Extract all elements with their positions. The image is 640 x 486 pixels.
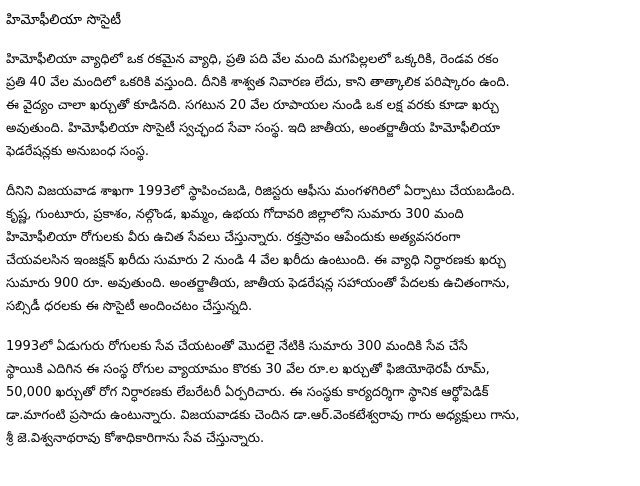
paragraph-line: ఈ వైద్యం చాలా ఖర్చుతో కూడినది. సగటున 20 వేల రూపాయల నుండి ఒక లక్ష వరకు కూడా ఖర్చు bbox=[6, 98, 499, 113]
paragraph-line: చేయవలసిన ఇంజక్షన్ ఖరీదు సుమారు 2 నుండి 4 వేల ఖరీదు ఉంటుంది. ఈ వ్యాధి నిర్ధారణకు ఖర్చు bbox=[6, 253, 506, 268]
paragraph-line: సబ్సిడీ ధరలకు ఈ సొసైటీ అందించటం చేస్తున్నది. bbox=[6, 299, 253, 314]
paragraph-branch bbox=[6, 180, 634, 318]
paragraph-line: దీనిని విజయవాడ శాఖగా 1993లో స్థాపించబడి, రిజిస్టరు ఆఫీసు మంగళగిరిలో ఏర్పాటు చేయబడింది. bbox=[6, 184, 516, 199]
paragraph-line: హిమోఫీలియా రోగులకు వీరు ఉచిత సేవలు చేస్తున్నారు. రక్తస్రావం ఆపేందుకు అత్యవసరంగా bbox=[6, 230, 461, 245]
paragraph-line: హిమోఫీలియా వ్యాధిలో ఒక రకమైన వ్యాధి, ప్రతి పది వేల మంది మగపిల్లలలో ఒక్కరికి, రెండవ రకం bbox=[6, 52, 499, 67]
paragraph-line: శ్రీ జె.విశ్వనాథరావు కోశాధికారిగాను సేవ చేస్తున్నారు. bbox=[6, 431, 265, 446]
paragraph-line: అవుతుంది. హిమోఫీలియా సొసైటీ స్వచ్ఛంద సేవా సంస్థ. ఇది జాతీయ, అంతర్జాతీయ హిమోఫీలియా bbox=[6, 121, 500, 136]
paragraph-intro bbox=[6, 48, 634, 163]
paragraph-line: ఫెడరేషన్లకు అనుబంధ సంస్థ. bbox=[6, 144, 150, 159]
paragraph-line: డా.మాగంటి ప్రసాదు ఉంటున్నారు. విజయవాడకు చెందిన డా.ఆర్.వెంకటేశ్వరావు గారు అధ్యక్షులు గాను, bbox=[6, 408, 520, 423]
paragraph-line: కృష్ణ, గుంటూరు, ప్రకాశం, నల్గొండ, ఖమ్మం, ఉభయ గోదావరి జిల్లాలోని సుమారు 300 మంది bbox=[6, 207, 464, 222]
paragraph-line: 1993లో ఏడుగురు రోగులకు సేవ చేయటంతో మొదలై నేటికి సుమారు 300 మందికి సేవ చేసే bbox=[6, 339, 468, 354]
paragraph-line: 50,000 ఖర్చుతో రోగ నిర్ధారణకు లేబరేటరీ ఏర్పరిచారు. ఈ సంస్థకు కార్యదర్శిగా స్థానిక ఆర్థోపెడిక్ bbox=[6, 385, 489, 400]
paragraph-line: స్థాయికి ఎదిగిన ఈ సంస్థ రోగుల వ్యాయామం కొరకు 30 వేల రూ.ల ఖర్చుతో ఫిజియోథెరపీ రూమ్, bbox=[6, 362, 490, 377]
paragraph-history bbox=[6, 335, 634, 450]
paragraph-line: ప్రతి 40 వేల మందిలో ఒకరికి వస్తుంది. దీనికి శాశ్వత నివారణ లేదు, కాని తాత్కాలిక పరిష్కారం ఉంది. bbox=[6, 75, 510, 90]
paragraph-line: సుమారు 900 రూ. అవుతుంది. అంతర్జాతీయ, జాతీయ ఫెడరేషన్ల సహాయంతో పేదలకు ఉచితంగాను, bbox=[6, 276, 510, 291]
document-title: హిమోఫీలియా సొసైటీ bbox=[6, 12, 122, 28]
